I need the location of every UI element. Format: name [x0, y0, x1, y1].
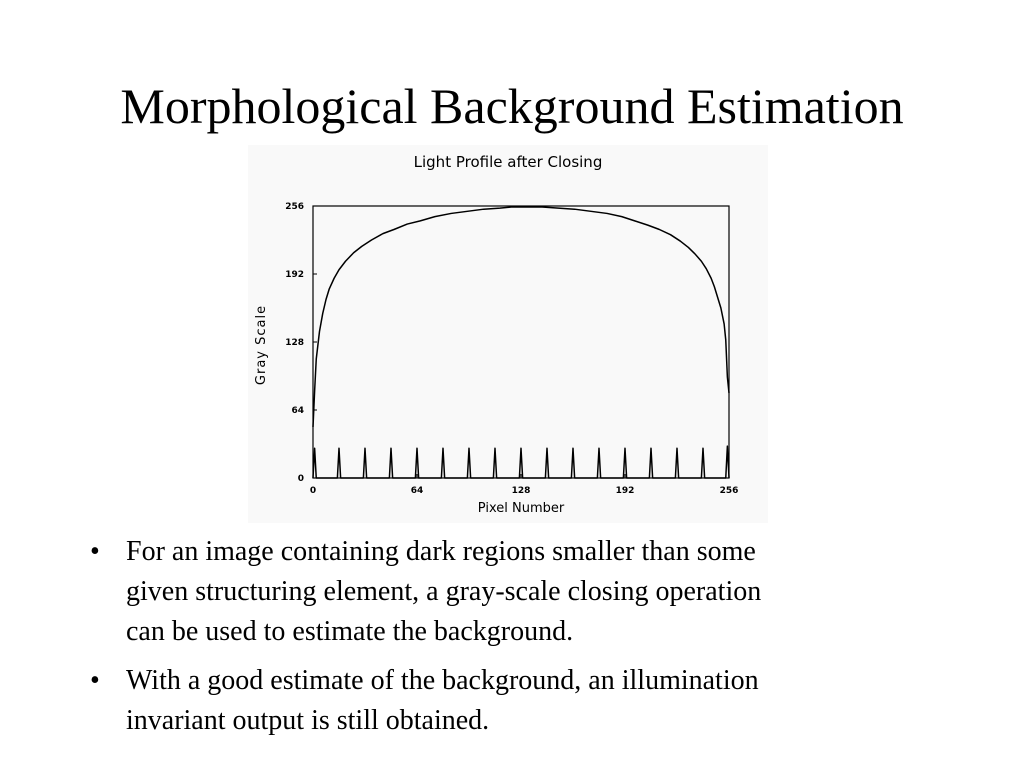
y-tick-label: 192	[285, 270, 304, 280]
bullet-list	[84, 532, 924, 750]
plot-frame	[313, 206, 729, 478]
chart-figure	[248, 145, 768, 523]
x-axis-label: Pixel Number	[477, 501, 565, 516]
y-tick-label: 128	[285, 338, 304, 348]
bullet-line: For an image containing dark regions smaller than some	[126, 536, 756, 567]
bullet-line: With a good estimate of the background, an illumination	[126, 665, 759, 696]
light-profile-chart	[248, 145, 768, 523]
y-axis-label: Gray Scale	[254, 304, 269, 386]
bullet-line: can be used to estimate the background.	[126, 616, 574, 647]
y-tick-label: 64	[291, 406, 304, 416]
y-tick-label: 0	[297, 474, 304, 484]
x-tick-label: 256	[719, 486, 739, 496]
series-layer	[313, 207, 729, 478]
bullet-item	[84, 532, 924, 652]
bullet-marker: •	[90, 665, 100, 696]
y-tick-label: 256	[285, 202, 304, 212]
x-tick-label: 64	[410, 486, 424, 496]
chart-title: Light Profile after Closing	[413, 153, 603, 171]
bullet-line: given structuring element, a gray-scale closing operation	[126, 576, 762, 607]
slide-title: Morphological Background Estimation	[120, 78, 904, 134]
bullet-item	[84, 661, 924, 741]
x-tick-label: 128	[511, 486, 531, 496]
x-tick-label: 0	[309, 486, 317, 496]
y-axis-ticks	[285, 202, 317, 484]
x-tick-label: 192	[615, 486, 635, 496]
bullet-line: invariant output is still obtained.	[126, 705, 490, 736]
series-line-1	[313, 207, 729, 427]
bullet-marker: •	[90, 536, 100, 567]
series-line-2	[313, 446, 729, 478]
